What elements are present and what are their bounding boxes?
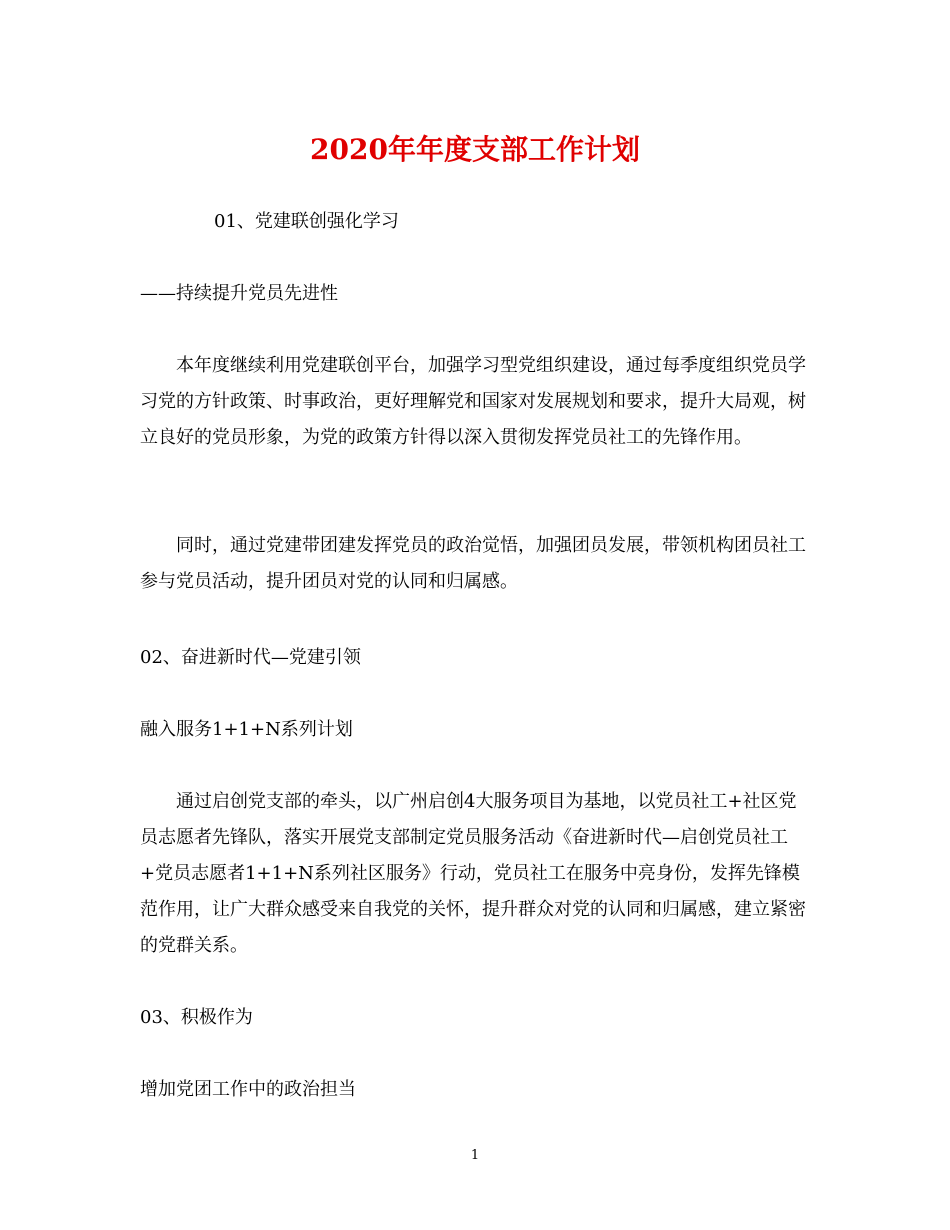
section-2-paragraph-1: 通过启创党支部的牵头，以广州启创4大服务项目为基地，以党员社工+社区党员志愿者先锋队，落实开展党支部制定党员服务活动《奋进新时代—启创党员社工+党员志愿者1+1+N系列社区服务》行动，党员社工在服务中亮身份，发挥先锋模范作用，让广大群众感受来自我党的关怀，提升群众对党的认同和归属感，建立紧密的党群关系。 xyxy=(140,791,806,956)
page-title: 2020年年度支部工作计划 xyxy=(310,133,640,166)
section-3-subheading: 增加党团工作中的政治担当 xyxy=(140,1079,356,1100)
section-2-subheading: 融入服务1+1+N系列计划 xyxy=(140,719,353,740)
section-2-heading: 02、奋进新时代—党建引领 xyxy=(140,647,361,668)
section-1-subheading: ——持续提升党员先进性 xyxy=(140,283,338,304)
section-1-paragraph-2: 同时，通过党建带团建发挥党员的政治觉悟，加强团员发展，带领机构团员社工参与党员活动，提升团员对党的认同和归属感。 xyxy=(140,535,806,592)
section-3-heading: 03、积极作为 xyxy=(140,1007,253,1028)
section-1-heading: 01、党建联创强化学习 xyxy=(214,211,399,232)
section-1-paragraph-1: 本年度继续利用党建联创平台，加强学习型党组织建设，通过每季度组织党员学习党的方针政策、时事政治，更好理解党和国家对发展规划和要求，提升大局观，树立良好的党员形象，为党的政策方针得以深入贯彻发挥党员社工的先锋作用。 xyxy=(140,355,806,448)
page-number: 1 xyxy=(470,1148,480,1163)
